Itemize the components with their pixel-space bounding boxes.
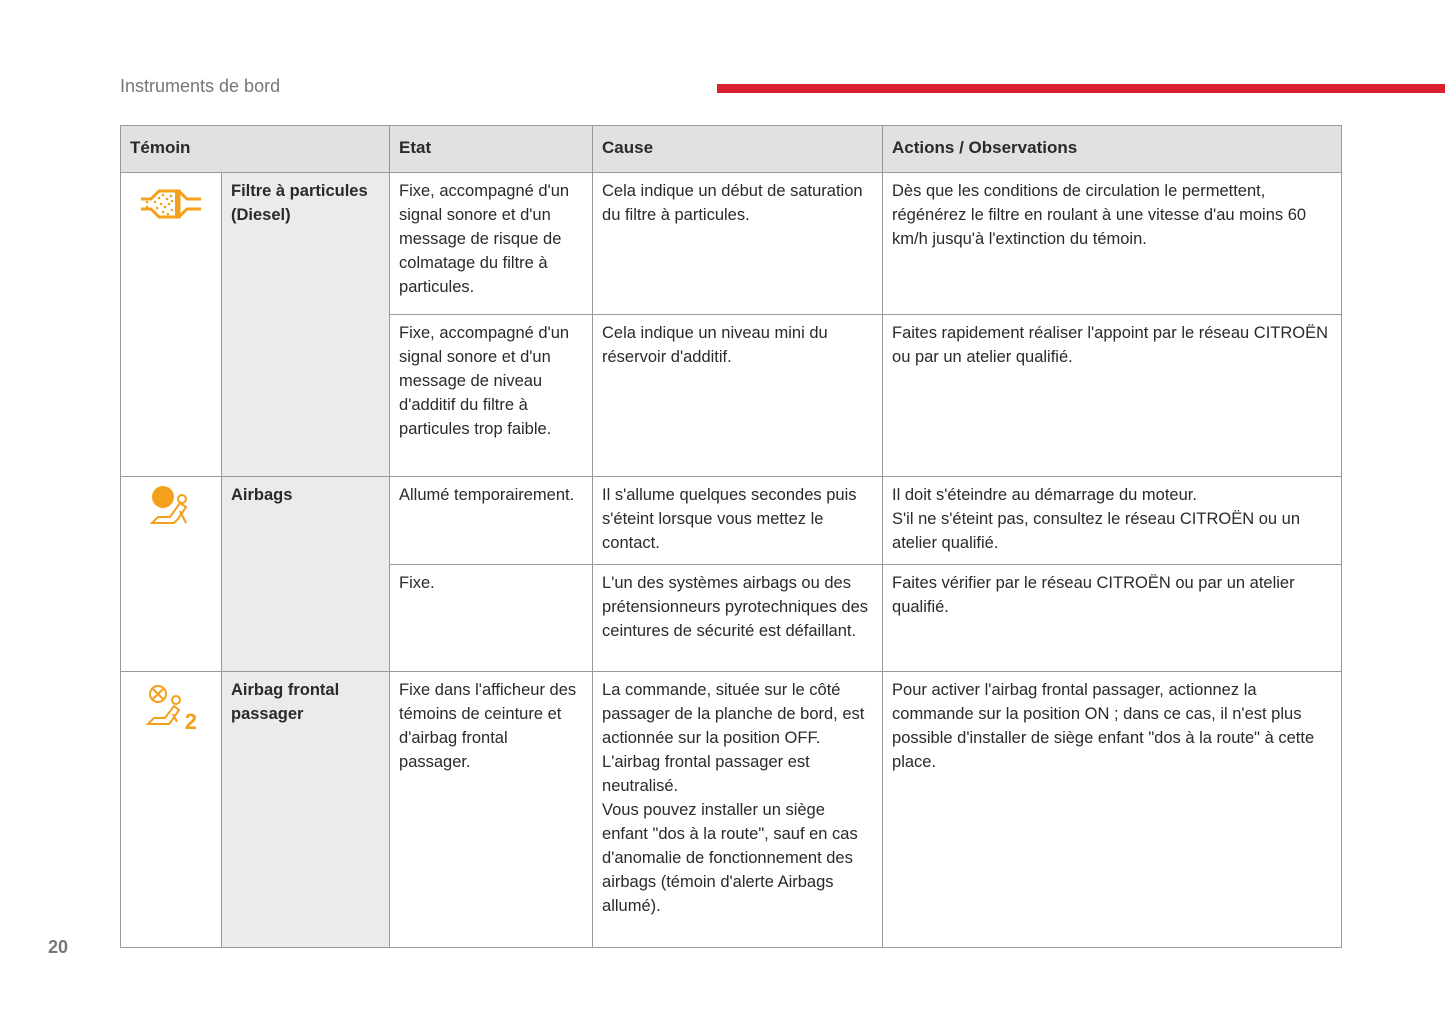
airbag-icon (148, 485, 194, 527)
cause-cell: L'un des systèmes airbags ou des prétensionneurs pyrotechniques des ceintures de sécurité est défaillant. (593, 565, 883, 672)
icon-cell (121, 672, 222, 948)
table-row (121, 672, 1342, 948)
etat-cell: Fixe, accompagné d'un signal sonore et d'un message de niveau d'additif du filtre à particules trop faible. (390, 315, 593, 477)
cause-cell: La commande, située sur le côté passager de la planche de bord, est actionnée sur la position OFF. L'airbag frontal passager est neutralisé. Vous pouvez installer un siège enfant "dos à la route", sauf en cas d'anomalie de fonctionnement des airbags (témoin d'alerte Airbags allumé). (593, 672, 883, 948)
col-temoin: Témoin (121, 126, 390, 173)
table-row (121, 477, 1342, 565)
icon-cell (121, 477, 222, 672)
col-etat: Etat (390, 126, 593, 173)
etat-cell: Allumé temporairement. (390, 477, 593, 565)
icon-cell (121, 173, 222, 477)
particle-filter-icon (139, 187, 203, 221)
col-actions: Actions / Observations (883, 126, 1342, 173)
actions-cell: Il doit s'éteindre au démarrage du moteur. S'il ne s'éteint pas, consultez le réseau CITROËN ou un atelier qualifié. (883, 477, 1342, 565)
etat-cell: Fixe, accompagné d'un signal sonore et d'un message de risque de colmatage du filtre à particules. (390, 173, 593, 315)
indicator-name: Airbag frontal passager (222, 672, 390, 948)
actions-cell: Faites vérifier par le réseau CITROËN ou par un atelier qualifié. (883, 565, 1342, 672)
table-row (121, 173, 1342, 315)
table-header (121, 126, 1342, 173)
col-cause: Cause (593, 126, 883, 173)
warning-lights-table (120, 125, 1342, 948)
actions-cell: Faites rapidement réaliser l'appoint par le réseau CITROËN ou par un atelier qualifié. (883, 315, 1342, 477)
cause-cell: Cela indique un début de saturation du filtre à particules. (593, 173, 883, 315)
indicator-name: Airbags (222, 477, 390, 672)
actions-cell: Pour activer l'airbag frontal passager, actionnez la commande sur la position ON ; dans ce cas, il n'est plus possible d'installer de siège enfant "dos à la route" à cette place. (883, 672, 1342, 948)
red-header-bar (717, 84, 1445, 93)
cause-cell: Cela indique un niveau mini du réservoir d'additif. (593, 315, 883, 477)
actions-cell: Dès que les conditions de circulation le permettent, régénérez le filtre en roulant à une vitesse d'au moins 60 km/h jusqu'à l'extinction du témoin. (883, 173, 1342, 315)
cause-cell: Il s'allume quelques secondes puis s'éteint lorsque vous mettez le contact. (593, 477, 883, 565)
passenger-seat-number: 2 (184, 709, 197, 734)
page-number: 20 (48, 937, 69, 957)
indicator-name: Filtre à particules (Diesel) (222, 173, 390, 477)
etat-cell: Fixe dans l'afficheur des témoins de ceinture et d'airbag frontal passager. (390, 672, 593, 948)
etat-cell: Fixe. (390, 565, 593, 672)
section-title: Instruments de bord (120, 76, 281, 96)
